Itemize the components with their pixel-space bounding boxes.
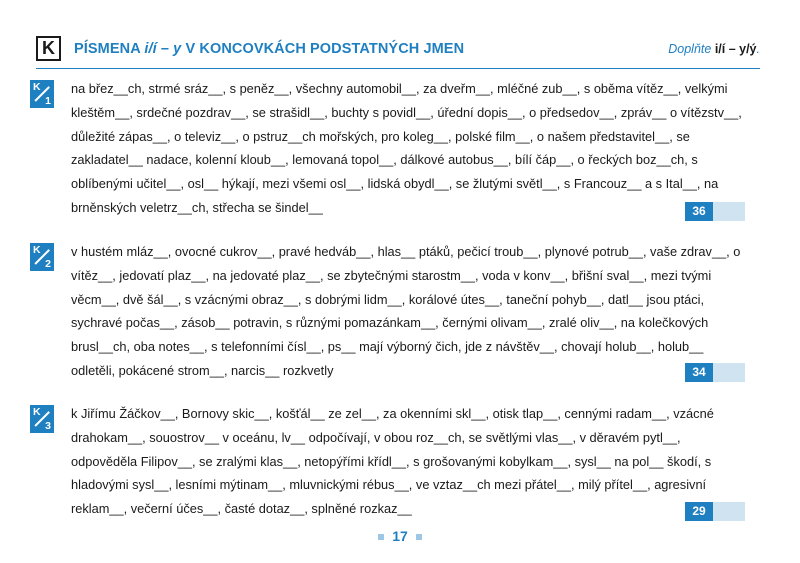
- score-bar: [685, 363, 745, 382]
- score-bar: [685, 202, 745, 221]
- page-dot-right: [416, 534, 422, 540]
- page-number: 17: [392, 528, 408, 544]
- page-dot-left: [378, 534, 384, 540]
- instruction-part-3: .: [756, 42, 760, 56]
- title-part-2: i/í – y: [144, 41, 182, 57]
- title-part-1: PÍSMENA: [74, 41, 145, 57]
- section-k-box: K: [36, 36, 61, 61]
- badge-number: 2: [45, 258, 51, 270]
- badge-number: 1: [45, 95, 51, 107]
- score-bar: [685, 502, 745, 521]
- title-part-3: V KONCOVKÁCH PODSTATNÝCH JMEN: [181, 41, 465, 57]
- exercise-badge: [30, 243, 54, 271]
- exercise-text: k Jiřímu Žáčkov__, Bornovy skic__, košťál__ ze zel__, za okenními skl__, otisk tlap__, cennými radam__, vzácné drahokam__, souostrov__ v oceánu, lv__ odpočívají, v obou roz__ch, se světlými vlas__, v děravém pytl__, odpověděla Filipov__, se zralými klas__, netopýřími křídl__, s grošovanými kobylkam__, sysl__ na pol__ škodí, s hladovými sysl__, lesními mýtinam__, mluvnickými rébus__, ve vztaz__ch mezi přátel__, milý přítel__, agresivní reklam__, večerní účes__, časté dotaz__, splněné rozkaz__: [71, 406, 714, 517]
- exercise-text: na břez__ch, strmé sráz__, s peněz__, všechny automobil__, za dveřm__, mléčné zub__, s oběma vítěz__, velkými kleštěm__, srdečné pozdrav__, se strašidl__, buchty s povidl__, úřední dopis__, o předsedov__, zpráv__ o vítězstv__, důležité zápas__, o televiz__, o pstruz__ch mořských, pro koleg__, polské film__, o našem představitel__, se zakladatel__ nadace, kolenní kloub__, lemovaná topol__, dálkové autobus__, bílí čáp__, o řeckých boz__ch, s oblíbenými učitel__, osl__ hýkají, mezi všemi osl__, lidská obydl__, se žlutými světl__, s Francouz__ a s Ital__, na brněnských veletrz__ch, střecha se šindel__: [71, 81, 742, 215]
- instruction-text: [668, 42, 760, 56]
- header-divider: [36, 68, 760, 69]
- exercise-badge: [30, 80, 54, 108]
- instruction-part-2: i/í – y/ý: [714, 42, 757, 56]
- badge-k: K: [33, 406, 41, 418]
- exercise-text: v hustém mláz__, ovocné cukrov__, pravé hedváb__, hlas__ ptáků, pečicí troub__, plynové potrub__, vaše zdrav__, o vítěz__, jedovatí plaz__, na jedovaté plaz__, se zbytečnými starostm__, voda v konv__, břišní sval__, mezi tvými věcm__, dvě šál__, s vzácnými obraz__, s dobrými lidm__, korálové útes__, taneční pohyb__, datl__ jsou ptáci, sychravé počas__, zásob__ potravin, s různými pomazánkam__, černými olivam__, zralé oliv__, na kolečkových brusl__ch, oba notes__, s telefonními čísl__, ps__ mají výborný čich, jde z návštěv__, chovají holub__, holub__ odletěli, pokácené strom__, narcis__ rozkvetly: [71, 244, 741, 378]
- section-title: [74, 41, 464, 57]
- badge-k: K: [33, 244, 41, 256]
- exercise-badge: [30, 405, 54, 433]
- score-value: 29: [685, 502, 713, 521]
- instruction-part-1: Doplňte: [668, 42, 715, 56]
- badge-number: 3: [45, 420, 51, 432]
- badge-k: K: [33, 81, 41, 93]
- section-header: [36, 36, 760, 68]
- page-footer: [0, 528, 800, 546]
- score-value: 36: [685, 202, 713, 221]
- score-value: 34: [685, 363, 713, 382]
